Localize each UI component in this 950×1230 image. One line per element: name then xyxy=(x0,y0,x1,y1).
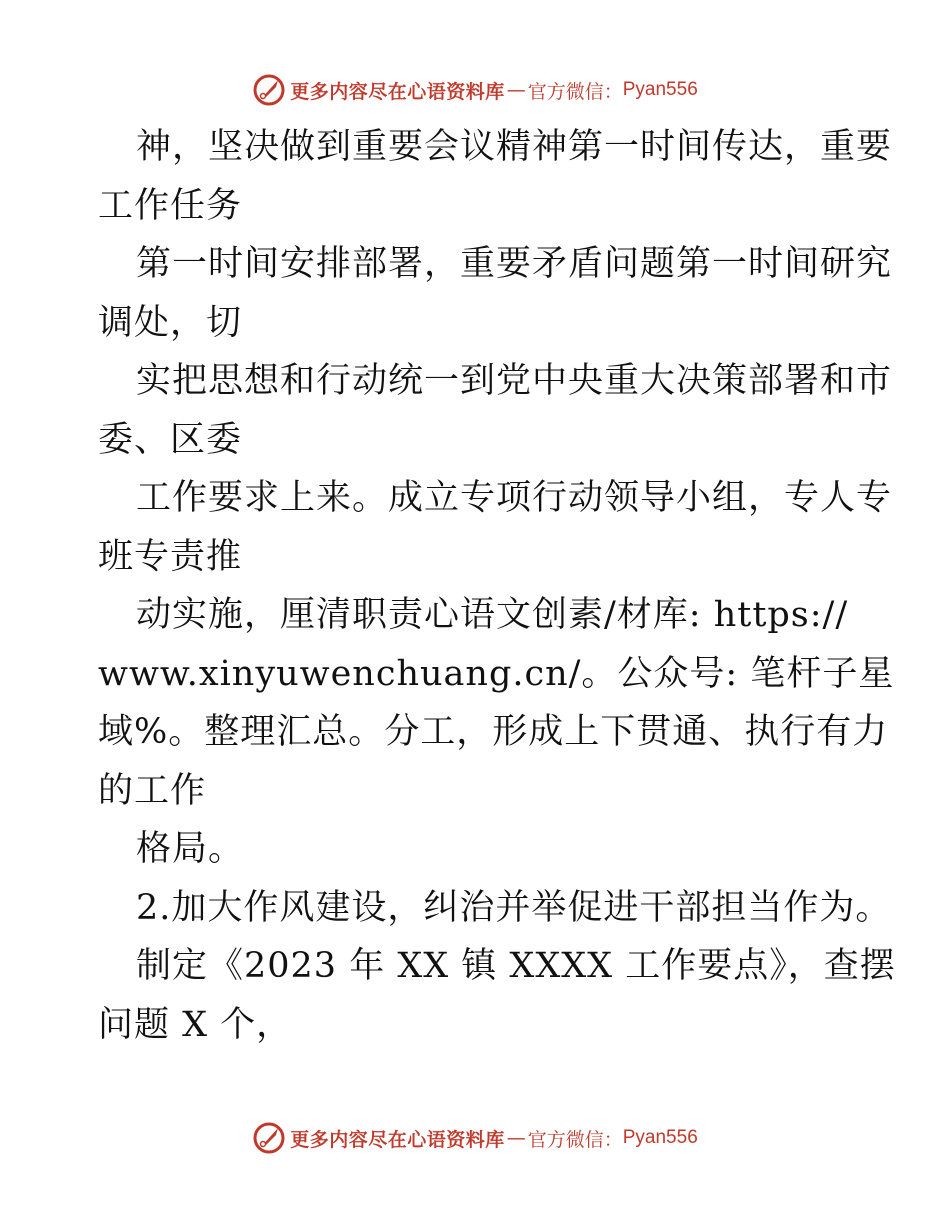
body-line: 班专责推 xyxy=(98,536,243,577)
body-line: 调处，切 xyxy=(98,302,243,343)
header-brand-text: 更多内容尽在心语资料库 xyxy=(290,80,505,103)
body-line: 格局。 xyxy=(136,829,245,869)
body-line: 委、区委 xyxy=(98,419,243,460)
body-line: 第一时间安排部署，重要矛盾问题第一时间研究 xyxy=(136,244,893,284)
body-line: 工作任务 xyxy=(98,185,243,226)
header-dash: — xyxy=(506,79,526,101)
footer-wechat-label: 官方微信： xyxy=(527,1128,623,1151)
body-line: 制定《2023 年 XX 镇 XXXX 工作要点》，查摆 xyxy=(136,946,896,986)
footer-dash: — xyxy=(506,1127,526,1149)
body-line: 实把思想和行动统一到党中央重大决策部署和市 xyxy=(136,361,893,401)
body-line: 域%。整理汇总。分工，形成上下贯通、执行有力 xyxy=(98,712,889,752)
body-line: 工作要求上来。成立专项行动领导小组，专人专 xyxy=(136,478,893,518)
header-wechat-label: 官方微信： xyxy=(527,80,623,103)
body-line: 2.加大作风建设，纠治并举促进干部担当作为。 xyxy=(136,887,892,928)
header-banner xyxy=(0,70,950,110)
document-body xyxy=(98,118,896,1054)
quill-seal-icon xyxy=(252,1121,286,1155)
header-wechat-id: Pyan556 xyxy=(622,79,698,100)
body-line: 问题 X 个， xyxy=(98,1004,293,1045)
footer-wechat-id: Pyan556 xyxy=(622,1127,698,1148)
footer-banner xyxy=(0,1118,950,1158)
footer-brand-text: 更多内容尽在心语资料库 xyxy=(290,1128,505,1151)
body-line: 动实施，厘清职责心语文创素/材库: https:// xyxy=(136,595,849,635)
body-line: 神，坚决做到重要会议精神第一时间传达，重要 xyxy=(136,127,893,167)
body-line: 的工作 xyxy=(98,770,207,811)
quill-seal-icon xyxy=(252,73,286,107)
body-line: www.xinyuwenchuang.cn/。公众号: 笔杆子星 xyxy=(98,653,895,694)
